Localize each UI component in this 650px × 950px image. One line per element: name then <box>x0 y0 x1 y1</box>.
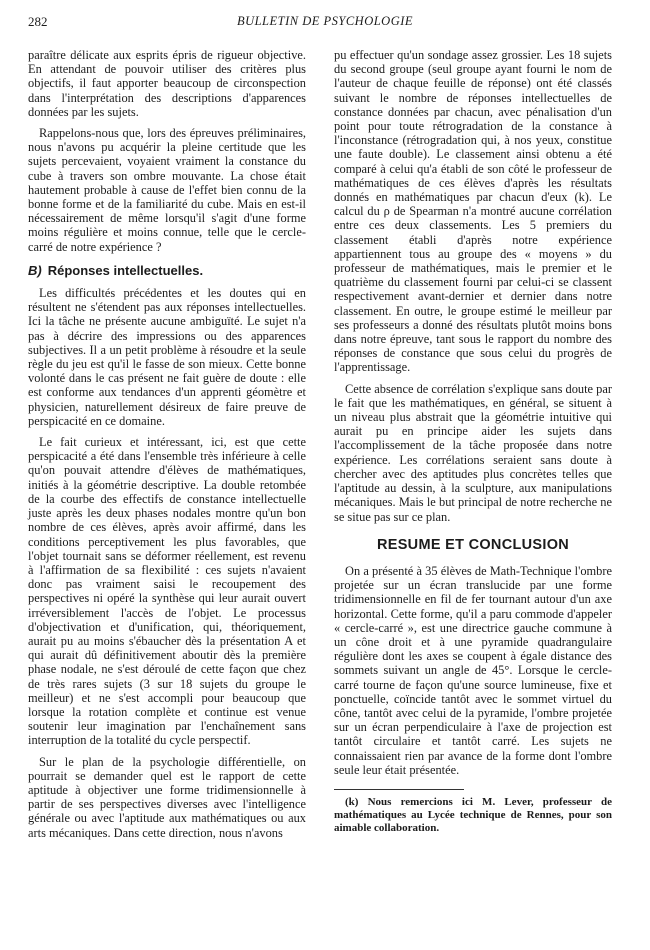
right-column <box>334 48 612 842</box>
footnote: (k) Nous remercions ici M. Lever, professeur de mathématiques au Lycée technique de Rennes, pour son aimable collaboration. <box>334 795 612 834</box>
left-column <box>28 48 306 847</box>
paragraph: Rappelons-nous que, lors des épreuves préliminaires, nous n'avons pu acquérir la pleine certitude que les sujets percevaient, voyaient vraiment la constance du cube à travers son ombre mouvante. La chose était hautement probable à cause de l'effet bien connu de la bonne forme et de la familiarité du cube. Mais en est-il nécessairement de même lorsqu'il s'agit d'une forme moins régulière et moins connue, telle que le cercle-carré de notre expérience ? <box>28 126 306 254</box>
conclusion-heading: RESUME ET CONCLUSION <box>376 536 570 553</box>
paragraph: Cette absence de corrélation s'explique sans doute par le fait que les mathématiques, en général, se situent à un niveau plus abstrait que la géométrie intuitive qui aurait pu en principe aider les sujets dans l'accomplissement de la tâche proposée dans notre expérience. Les corrélations seraient sans doute à chercher avec des aptitudes plus concrètes telles que l'aptitude au dessin, à la sculpture, aux manipulations mécaniques. Mais le but principal de notre recherche ne se situe pas sur ce plan. <box>334 381 612 524</box>
section-title: Réponses intellectuelles. <box>47 262 204 278</box>
paragraph: paraître délicate aux esprits épris de rigueur objective. En attendant de pouvoir utiliser des critères plus objectifs, il faut apporter beaucoup de circonspection dans l'interprétation des descriptions d'apparences données par les sujets. <box>28 48 306 119</box>
section-heading <box>28 264 306 278</box>
running-title: BULLETIN DE PSYCHOLOGIE <box>236 14 414 28</box>
paragraph: pu effectuer qu'un sondage assez grossier. Les 18 sujets du second groupe (seul groupe ayant fourni le nom de l'auteur de chaque feuille de réponse) ont été classés suivant le nombre de réponses intellectuelles de constance données par chacun, avec pénalisation d'un point pour toute rétrogradation de la constance à l'inconstance (rétrogradation qui, à nos yeux, constitue une faute double). Le classement ainsi obtenu a été comparé à celui qu'a établi de son côté le professeur de mathématiques de ces élèves d'après les résultats donnés en mathématiques par chacun d'eux (k). Le calcul du ρ de Spearman n'a montré aucune corrélation entre ces deux classements. Les 5 premiers du classement établi d'après notre expérience appartiennent tous au groupe des « moyens » du professeur de mathématiques, mais le premier et le quatrième du classement fourni par celui-ci se classent respectivement avant-dernier et dernier dans notre classement. En outre, le groupe estimé le meilleur par ses professeurs a donné des résultats plutôt moins bons dans notre épreuve, tant sous le rapport du nombre des réponses de constance que sous celui du progrès de l'apprentissage. <box>334 48 612 375</box>
section-letter: B) <box>28 262 42 278</box>
footnote-divider <box>334 789 464 790</box>
paragraph: Le fait curieux et intéressant, ici, est que cette perspicacité a été dans l'ensemble très inférieure à celle qu'on pouvait attendre d'élèves de mathématiques, initiés à la géométrie descriptive. La double retombée de la courbe des effectifs de constance intellectuelle juste après les deux phases nodales montre qu'un bon nombre de ces élèves, après avoir affirmé, dans les conditions perceptivement les plus favorables, que l'objet tournait sans se déformer réellement, est revenu à l'affirmation de sa flexibilité : ces sujets n'avaient donc pas vraiment saisi le recoupement des perspectives ni opéré la synthèse qui leur aurait ouvert irréversiblement l'accès de l'objet. Le processus d'objectivation et d'unification, qui, théoriquement, aurait pu au moins s'ébaucher dès la présentation A et qui aurait dû définitivement aboutir dès la première phase nodale, ne s'est déroulé de cette façon que chez de très rares sujets (3 sur 18 sujets du groupe le meilleur) et ne s'est accompli pour beaucoup que lorsque la rotation complète et continue est venue soutenir leur imagination par l'enchaînement sans interruption de la totalité du cycle perspectif. <box>28 435 306 748</box>
page-number: 282 <box>28 14 48 29</box>
paragraph: Sur le plan de la psychologie différentielle, on pourrait se demander quel est le rapport de cette aptitude à objectiver une forme tridimensionnelle à partir de ses perspectives diverses avec l'intelligence générale ou avec l'aptitude aux mathématiques ou aux arts mécaniques. Dans cette direction, nous n'avons <box>28 754 306 840</box>
paragraph: Les difficultés précédentes et les doutes qui en résultent ne s'étendent pas aux réponses intellectuelles. Ici la tâche ne présente aucune ambiguïté. Le sujet n'a pas à décrire des impressions ou des apparences subjectives. Il a un petit problème à résoudre et la seule règle du jeu est qu'il le fasse de son mieux. Cette bonne volonté dans le cas présent ne fait guère de doute : elle est conforme aux tendances d'un apprenti géomètre et physicien, naturellement désireux de faire preuve de perspicacité en ce domaine. <box>28 286 306 428</box>
paragraph: On a présenté à 35 élèves de Math-Technique l'ombre projetée sur un écran translucide par une forme tridimensionnelle en fil de fer tournant autour d'un axe horizontal. Cette forme, qu'il a paru commode d'appeler « cercle-carré », est une directrice gauche commune à un cône droit et à une pyramide quadrangulaire régulière dont les axes se coupent à égale distance des sommets suivant un angle de 45°. Lorsque le cercle-carré tourne de façon qu'une source lumineuse, fixe et ponctuelle, coïncide tantôt avec le sommet virtuel du cône, tantôt avec celui de la pyramide, l'ombre projetée sur un écran perpendiculaire à l'axe de projection est tantôt circulaire et tantôt carré. Les sujets ne connaissaient rien par avance de la forme dont l'ombre seule leur était présentée. <box>334 563 612 777</box>
